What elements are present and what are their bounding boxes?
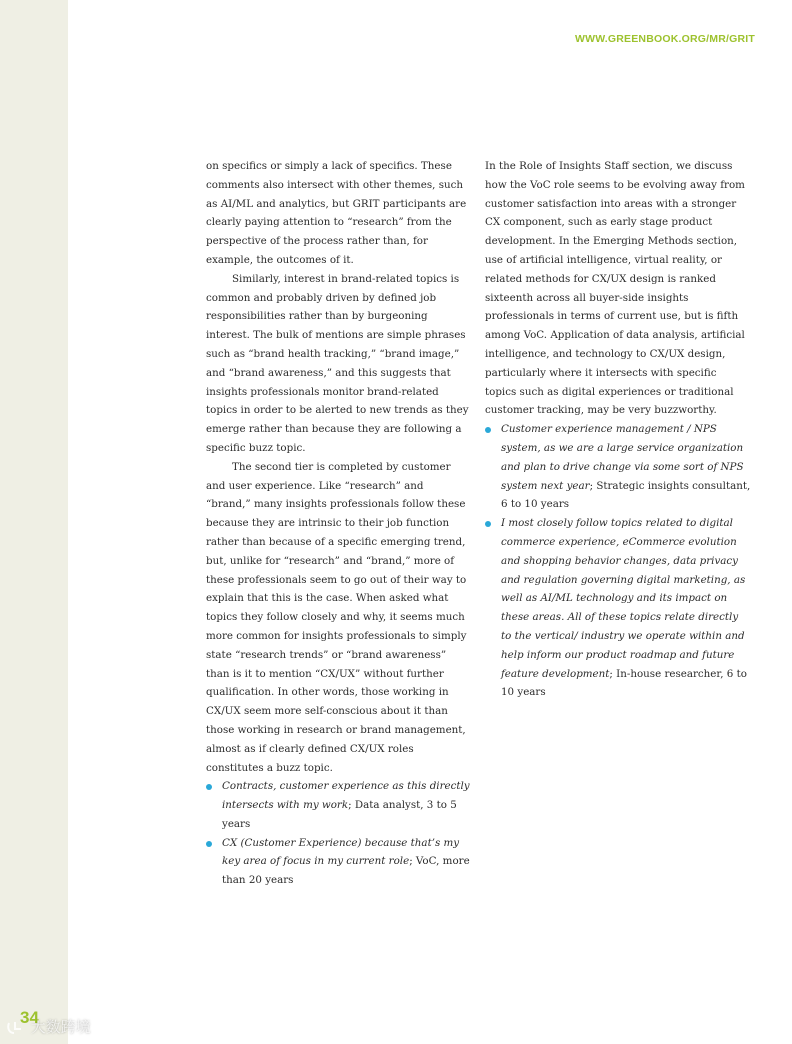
quote-list <box>206 777 470 890</box>
list-item <box>206 834 470 890</box>
page-number: 34 <box>20 1008 39 1027</box>
header-url[interactable]: WWW.GREENBOOK.ORG/MR/GRIT <box>575 33 755 45</box>
list-item <box>485 514 751 702</box>
list-item <box>485 420 751 514</box>
bullet-icon <box>206 784 212 790</box>
watermark-logo-icon <box>6 1020 26 1036</box>
quote-text: Contracts, customer experience as this directly intersects with my work <box>222 780 470 812</box>
right-column <box>485 157 751 702</box>
bullet-icon <box>485 521 491 527</box>
body-paragraph: Similarly, interest in brand-related topics is common and probably driven by defined job responsibilities rather than by burgeoning interest. The bulk of mentions are simple phrases such as “brand health tracking,” “brand image,” and “brand awareness,” and this suggests that insights professionals monitor brand-related topics in order to be alerted to new trends as they emerge rather than because they are following a specific buzz topic. <box>206 272 469 454</box>
quote-attribution: ; Data analyst, 3 to 5 years <box>222 799 457 830</box>
bullet-icon <box>206 841 212 847</box>
quote-attribution: ; VoC, more than 20 years <box>222 855 470 887</box>
quote-list <box>485 420 751 702</box>
bullet-icon <box>485 427 491 433</box>
quote-attribution: ; Strategic insights consultant, 6 to 10 years <box>501 479 751 511</box>
quote-attribution: ; In-house researcher, 6 to 10 years <box>501 667 747 699</box>
body-paragraph: on specifics or simply a lack of specifics. These comments also intersect with other themes, such as AI/ML and analytics, but GRIT participants are clearly paying attention to “research” from the perspective of the process rather than, for example, the outcomes of it. <box>206 160 467 266</box>
watermark <box>6 1016 91 1037</box>
quote-text: I most closely follow topics related to digital commerce experience, eCommerce evolution and shopping behavior changes, data privacy and regulation governing digital marketing, as well as AI/ML technology and its impact on these areas. All of these topics relate directly to the vertical/ industry we operate within and help inform our product roadmap and future feature development <box>501 517 746 680</box>
list-item <box>206 777 470 833</box>
watermark-text: 大数跨境 <box>30 1018 91 1036</box>
body-paragraph: In the Role of Insights Staff section, we discuss how the VoC role seems to be evolving away from customer satisfaction into areas with a stronger CX component, such as early stage product development. In the Emerging Methods section, use of artificial intelligence, virtual reality, or related methods for CX/UX design is ranked sixteenth across all buyer-side insights professionals in terms of current use, but is fifth among VoC. Application of data analysis, artificial intelligence, and technology to CX/UX design, particularly where it intersects with specific topics such as digital experiences or traditional customer tracking, may be very buzzworthy. <box>485 160 745 417</box>
quote-text: Customer experience management / NPS system, as we are a large service organization and plan to drive change via some sort of NPS system next year <box>501 423 744 492</box>
quote-text: CX (Customer Experience) because that’s my key area of focus in my current role <box>222 836 460 868</box>
side-strip <box>0 0 68 1044</box>
body-paragraph: The second tier is completed by customer and user experience. Like “research” and “brand,” many insights professionals follow these because they are intrinsic to their job function rather than because of a specific emerging trend, but, unlike for “research” and “brand,” more of these professionals seem to go out of their way to explain that this is the case. When asked what topics they follow closely and why, it seems much more common for insights professionals to simply state “research trends” or “brand awareness” than is it to mention “CX/UX” without further qualification. In other words, those working in CX/UX seem more self-conscious about it than those working in research or brand management, almost as if clearly defined CX/UX roles constitutes a buzz topic. <box>206 460 467 774</box>
left-column <box>206 157 470 890</box>
